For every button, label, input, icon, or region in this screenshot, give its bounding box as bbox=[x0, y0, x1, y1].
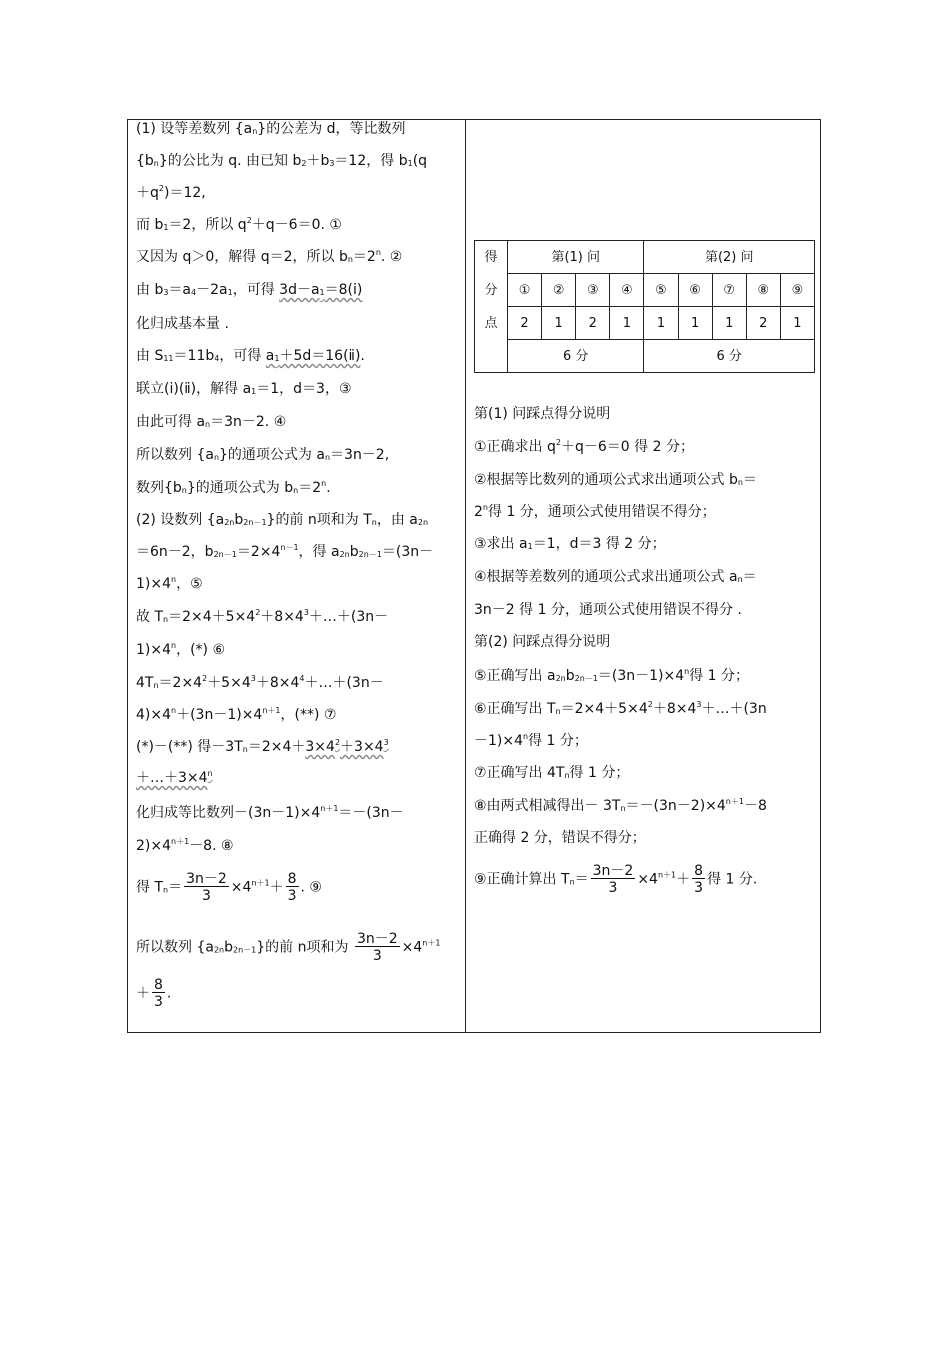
subscript: n bbox=[620, 804, 626, 813]
fraction bbox=[152, 978, 165, 1009]
point-cell: ① bbox=[508, 274, 542, 307]
subscript: n bbox=[153, 681, 159, 690]
text-segment: 4)×4 bbox=[136, 707, 172, 723]
score-cell: 2 bbox=[746, 307, 780, 340]
subscript: 2n bbox=[224, 518, 235, 527]
text-segment: ＝3n－2, bbox=[330, 447, 390, 463]
subscript: 3 bbox=[329, 159, 335, 168]
fraction bbox=[692, 864, 705, 895]
score-cell: 1 bbox=[542, 307, 576, 340]
text-segment: ＝12，得 b bbox=[334, 153, 408, 169]
right-line bbox=[474, 537, 666, 551]
subscript: 1 bbox=[227, 288, 233, 297]
text-segment: －2a bbox=[196, 282, 228, 298]
text-segment: }的通项公式为 b bbox=[186, 480, 294, 496]
text-segment: ＝3n－2. ④ bbox=[210, 414, 287, 430]
text-segment: ＋8×4 bbox=[260, 609, 304, 625]
text-segment: ＝11b bbox=[173, 348, 215, 364]
superscript: n＋1 bbox=[251, 878, 270, 888]
fraction-denominator: 3 bbox=[372, 948, 382, 964]
superscript: n bbox=[321, 479, 327, 488]
text-segment: ＋8×4 bbox=[652, 701, 697, 717]
text-segment: 化归成等比数列－(3n－1)×4 bbox=[136, 805, 321, 821]
point-cell: ⑨ bbox=[780, 274, 814, 307]
text-segment: ②根据等比数列的通项公式求出通项公式 b bbox=[474, 472, 738, 488]
underlined-text: a bbox=[265, 348, 275, 364]
fraction bbox=[591, 864, 636, 895]
right-line bbox=[474, 570, 757, 584]
text-segment: }的通项公式为 a bbox=[219, 447, 325, 463]
superscript: 3 bbox=[250, 674, 256, 683]
text-segment: 又因为 q＞0，解得 q＝2，所以 b bbox=[136, 249, 348, 265]
text-segment: －8 bbox=[743, 798, 767, 814]
subscript: 2n bbox=[555, 674, 566, 683]
subscript: 2n－1 bbox=[358, 550, 382, 559]
text-segment: 所以数列 {a bbox=[136, 447, 214, 463]
right-line bbox=[474, 473, 757, 487]
text-segment: 1)×4 bbox=[136, 642, 172, 658]
part2-total: 6 分 bbox=[644, 340, 815, 373]
point-cell: ② bbox=[542, 274, 576, 307]
subscript: n bbox=[737, 478, 743, 487]
right-line bbox=[474, 799, 767, 813]
fraction-numerator: 8 bbox=[694, 863, 704, 879]
left-line bbox=[136, 577, 203, 591]
score-table-side-char: 分 bbox=[475, 274, 508, 307]
text-segment: . bbox=[166, 985, 172, 1002]
superscript: n bbox=[482, 503, 488, 512]
text-segment: . ⑨ bbox=[300, 879, 322, 896]
text-segment: ＋…＋(3n－ bbox=[308, 609, 389, 625]
text-segment: ＋q bbox=[136, 185, 159, 201]
left-line bbox=[136, 122, 406, 136]
text-segment: b bbox=[565, 668, 575, 684]
text-segment: 得 1 分，通项公式使用错误不得分； bbox=[488, 504, 716, 520]
right-line bbox=[474, 505, 716, 519]
left-line bbox=[136, 643, 225, 657]
part2-header: 第(2) 问 bbox=[644, 241, 815, 274]
text-segment: ，可得 bbox=[232, 282, 280, 298]
superscript: 2 bbox=[555, 438, 561, 447]
text-segment: ＝a bbox=[168, 282, 192, 298]
text-segment: ＋q－6＝0. ① bbox=[251, 217, 342, 233]
text-segment: }的前 n项和为 bbox=[256, 939, 353, 956]
left-line bbox=[136, 513, 428, 527]
superscript: 4 bbox=[299, 674, 305, 683]
left-line bbox=[136, 676, 384, 690]
left-line bbox=[136, 708, 336, 722]
superscript: n bbox=[684, 667, 690, 676]
subscript: 2n bbox=[213, 945, 225, 955]
superscript: 3 bbox=[303, 608, 309, 617]
left-line bbox=[136, 839, 234, 853]
subscript: 4 bbox=[214, 354, 220, 363]
text-segment: 联立(ⅰ)(ⅱ)，解得 a bbox=[136, 381, 252, 397]
left-line bbox=[136, 872, 322, 903]
subscript: n bbox=[153, 159, 159, 168]
score-table bbox=[474, 240, 815, 373]
subscript: n bbox=[737, 575, 743, 584]
text-segment: ，可得 bbox=[219, 348, 266, 364]
text-segment: ，(*) ⑥ bbox=[176, 642, 226, 658]
text-segment: ＋…＋(3n－ bbox=[304, 675, 384, 691]
text-segment: }的公比为 q. 由已知 b bbox=[158, 153, 302, 169]
left-line bbox=[136, 448, 389, 462]
text-segment: ＝2×4＋5×4 bbox=[168, 609, 256, 625]
text-segment: }的公差为 d，等比数列 bbox=[257, 121, 406, 137]
text-segment: 由 b bbox=[136, 282, 164, 298]
underlined-text: ＋5d＝16(ⅱ) bbox=[279, 348, 361, 364]
part1-header: 第(1) 问 bbox=[508, 241, 644, 274]
text-segment: 1)×4 bbox=[136, 576, 172, 592]
subscript: n bbox=[252, 127, 258, 136]
superscript: n＋1 bbox=[657, 870, 677, 880]
point-cell: ⑤ bbox=[644, 274, 678, 307]
right-line bbox=[474, 734, 588, 748]
text-segment: ＋8×4 bbox=[255, 675, 300, 691]
text-segment: ＝2×4 bbox=[236, 544, 281, 560]
text-segment: (1) 设等差数列 {a bbox=[136, 121, 253, 137]
subscript: n bbox=[371, 518, 377, 527]
subscript: n bbox=[242, 745, 248, 754]
superscript: n＋1 bbox=[422, 938, 441, 948]
subscript: n bbox=[181, 486, 187, 495]
text-segment: ＝6n－2，b bbox=[136, 544, 214, 560]
subscript: n bbox=[569, 877, 575, 887]
text-segment: ⑥正确写出 T bbox=[474, 701, 556, 717]
right-line bbox=[474, 831, 646, 845]
text-segment: ③求出 a bbox=[474, 536, 528, 552]
text-segment: ①正确求出 q bbox=[474, 439, 556, 455]
text-segment: 数列{b bbox=[136, 480, 182, 496]
text-segment: . ② bbox=[380, 249, 403, 265]
text-segment: (q bbox=[412, 153, 428, 169]
subscript: 2n－1 bbox=[233, 945, 257, 955]
superscript: 2 bbox=[202, 674, 208, 683]
fraction bbox=[286, 872, 299, 903]
text-segment: ＋b bbox=[306, 153, 330, 169]
text-segment: b bbox=[234, 512, 244, 528]
right-line bbox=[474, 702, 767, 716]
text-segment: ，由 a bbox=[376, 512, 418, 528]
text-segment: ＋5×4 bbox=[207, 675, 251, 691]
text-segment: )＝12, bbox=[163, 185, 206, 201]
text-segment: ＋…＋(3n bbox=[701, 701, 767, 717]
text-segment: ＝2，所以 q bbox=[168, 217, 247, 233]
text-segment: 2)×4 bbox=[136, 838, 172, 854]
text-segment: 化归成基本量 . bbox=[136, 316, 229, 332]
underlined-superscript: 2 bbox=[334, 738, 341, 747]
superscript: n bbox=[171, 641, 177, 650]
point-cell: ⑥ bbox=[678, 274, 712, 307]
subscript: n bbox=[293, 486, 299, 495]
subscript: n bbox=[213, 453, 220, 462]
text-segment: 得 1 分； bbox=[689, 668, 750, 684]
text-segment: ＋ bbox=[676, 871, 691, 888]
solution-table bbox=[127, 119, 821, 1033]
text-segment: ＝2 bbox=[298, 480, 322, 496]
underlined-text: 3d－a bbox=[279, 282, 320, 298]
subscript: 3 bbox=[163, 288, 169, 297]
subscript: n bbox=[555, 707, 561, 716]
text-segment: . bbox=[360, 348, 365, 364]
superscript: n＋1 bbox=[725, 797, 744, 806]
subscript: 2n－1 bbox=[574, 674, 598, 683]
superscript: n bbox=[171, 706, 177, 715]
text-segment: ＝ bbox=[168, 879, 183, 896]
text-segment: ⑨正确计算出 T bbox=[474, 871, 570, 888]
left-line bbox=[136, 154, 427, 168]
subscript: n bbox=[347, 255, 353, 264]
subscript: 4 bbox=[191, 288, 197, 297]
text-segment: ④根据等差数列的通项公式求出通项公式 a bbox=[474, 569, 738, 585]
point-cell: ⑧ bbox=[746, 274, 780, 307]
underlined-text: ＝8(ⅰ) bbox=[324, 282, 363, 298]
text-segment: ＋ bbox=[269, 879, 284, 896]
text-segment: ＝2×4＋ bbox=[247, 739, 306, 755]
point-cell: ⑦ bbox=[712, 274, 746, 307]
text-segment: ⑤正确写出 a bbox=[474, 668, 556, 684]
fraction-denominator: 3 bbox=[201, 888, 211, 904]
fraction-denominator: 3 bbox=[694, 880, 704, 896]
left-line bbox=[136, 481, 331, 495]
fraction-numerator: 8 bbox=[287, 871, 297, 887]
right-line bbox=[474, 407, 610, 421]
score-table-side-blank bbox=[475, 340, 508, 373]
text-segment: 故 T bbox=[136, 609, 164, 625]
subscript: 2n bbox=[339, 550, 350, 559]
underlined-superscript: n bbox=[207, 769, 213, 778]
text-segment: ＝2×4 bbox=[158, 675, 203, 691]
superscript: n＋1 bbox=[262, 706, 281, 715]
left-line bbox=[136, 610, 388, 624]
column-divider bbox=[465, 120, 466, 1032]
text-segment: 所以数列 {a bbox=[136, 939, 214, 956]
superscript: n＋1 bbox=[171, 837, 190, 846]
text-segment: . bbox=[326, 480, 331, 496]
text-segment: ＝2×4＋5×4 bbox=[560, 701, 648, 717]
text-segment: }的前 n项和为 T bbox=[266, 512, 372, 528]
left-line bbox=[136, 545, 433, 559]
text-segment: ＝ bbox=[574, 871, 589, 888]
superscript: 2 bbox=[647, 700, 653, 709]
fraction-numerator: 3n－2 bbox=[356, 931, 398, 947]
left-line bbox=[136, 932, 440, 963]
superscript: 3 bbox=[696, 700, 702, 709]
text-segment: ＝ bbox=[742, 472, 757, 488]
text-segment: 得 1 分； bbox=[528, 733, 588, 749]
text-segment: {b bbox=[136, 153, 154, 169]
left-line bbox=[136, 317, 229, 331]
superscript: n＋1 bbox=[320, 804, 339, 813]
left-line bbox=[136, 283, 362, 297]
underlined-subscript: 1 bbox=[319, 288, 325, 297]
subscript: n bbox=[324, 453, 331, 462]
text-segment: 2 bbox=[474, 504, 483, 520]
text-segment: ⑦正确写出 4T bbox=[474, 765, 565, 781]
underlined-text: ＋3×4 bbox=[340, 739, 384, 755]
subscript: 1 bbox=[527, 542, 533, 551]
superscript: 2 bbox=[246, 216, 252, 225]
text-segment: ×4 bbox=[401, 939, 423, 956]
fraction-denominator: 3 bbox=[287, 888, 297, 904]
text-segment: －1)×4 bbox=[474, 733, 524, 749]
text-segment: ＋q－6＝0 得 2 分； bbox=[560, 439, 694, 455]
fraction bbox=[184, 872, 229, 903]
text-segment: (2) 设数列 {a bbox=[136, 512, 225, 528]
superscript: n－1 bbox=[280, 543, 299, 552]
score-table-side-char: 得 bbox=[475, 241, 508, 274]
left-line bbox=[136, 186, 206, 200]
left-line bbox=[136, 771, 213, 785]
text-segment: 得 1 分. bbox=[707, 871, 758, 888]
right-line bbox=[474, 635, 610, 649]
underlined-text: ＋…＋3×4 bbox=[136, 770, 208, 786]
score-table-side-char: 点 bbox=[475, 307, 508, 340]
text-segment: 由 S bbox=[136, 348, 164, 364]
fraction-numerator: 3n－2 bbox=[186, 871, 227, 887]
right-line bbox=[474, 440, 694, 454]
fraction-numerator: 3n－2 bbox=[592, 863, 634, 879]
text-segment: b bbox=[349, 544, 359, 560]
left-line bbox=[136, 740, 389, 754]
text-segment: 3n－2 得 1 分，通项公式使用错误不得分 . bbox=[474, 602, 742, 618]
text-segment: 得 1 分； bbox=[569, 765, 630, 781]
text-segment: －8. ⑧ bbox=[189, 838, 234, 854]
underlined-superscript: 3 bbox=[383, 738, 389, 747]
left-line bbox=[136, 978, 171, 1009]
score-cell: 2 bbox=[576, 307, 610, 340]
text-segment: ＝ bbox=[742, 569, 757, 585]
text-segment: ，⑤ bbox=[176, 576, 203, 592]
underlined-text: 3×4 bbox=[305, 739, 335, 755]
text-segment: ＝(3n－1)×4 bbox=[597, 668, 685, 684]
underlined-subscript: 1 bbox=[274, 354, 280, 363]
subscript: n bbox=[163, 885, 169, 895]
text-segment: 第(2) 问踩点得分说明 bbox=[474, 634, 611, 650]
text-segment: ＝－(3n－ bbox=[338, 805, 404, 821]
score-cell: 1 bbox=[780, 307, 814, 340]
text-segment: 第(1) 问踩点得分说明 bbox=[474, 406, 611, 422]
subscript: n bbox=[163, 615, 169, 624]
text-segment: ＝1，d＝3 得 2 分； bbox=[532, 536, 666, 552]
fraction bbox=[355, 932, 400, 963]
subscript: 2n－1 bbox=[213, 550, 237, 559]
left-line bbox=[136, 349, 365, 363]
left-line bbox=[136, 218, 342, 232]
left-line bbox=[136, 806, 404, 820]
fraction-numerator: 8 bbox=[154, 977, 163, 993]
point-cell: ④ bbox=[610, 274, 644, 307]
fraction-denominator: 3 bbox=[608, 880, 618, 896]
text-segment: 由此可得 a bbox=[136, 414, 206, 430]
text-segment: ×4 bbox=[637, 871, 658, 888]
subscript: n bbox=[564, 771, 570, 780]
right-line bbox=[474, 766, 629, 780]
left-line bbox=[136, 382, 352, 396]
right-line bbox=[474, 864, 757, 895]
text-segment: ＝2 bbox=[352, 249, 376, 265]
part1-total: 6 分 bbox=[508, 340, 644, 373]
text-segment: ＝－(3n－2)×4 bbox=[625, 798, 726, 814]
text-segment: b bbox=[224, 939, 233, 956]
score-cell: 1 bbox=[712, 307, 746, 340]
superscript: 2 bbox=[255, 608, 261, 617]
right-line bbox=[474, 603, 742, 617]
subscript: 2n－1 bbox=[243, 518, 267, 527]
text-segment: 正确得 2 分，错误不得分； bbox=[474, 830, 646, 846]
superscript: n bbox=[523, 732, 529, 741]
subscript: 11 bbox=[163, 354, 174, 363]
subscript: 2n bbox=[417, 518, 429, 527]
text-segment: ＝1，d＝3，③ bbox=[256, 381, 352, 397]
score-cell: 1 bbox=[678, 307, 712, 340]
point-cell: ③ bbox=[576, 274, 610, 307]
subscript: 1 bbox=[163, 223, 169, 232]
text-segment: ＋(3n－1)×4 bbox=[176, 707, 263, 723]
text-segment: (*)－(**) 得－3T bbox=[136, 739, 243, 755]
text-segment: ，得 a bbox=[298, 544, 340, 560]
text-segment: ×4 bbox=[230, 879, 252, 896]
superscript: 2 bbox=[158, 184, 164, 193]
subscript: 1 bbox=[251, 387, 257, 396]
score-cell: 1 bbox=[610, 307, 644, 340]
subscript: 2 bbox=[301, 159, 307, 168]
text-segment: ＝(3n－ bbox=[381, 544, 434, 560]
text-segment: 4T bbox=[136, 675, 154, 691]
fraction-denominator: 3 bbox=[154, 994, 163, 1010]
superscript: n bbox=[171, 575, 177, 584]
left-line bbox=[136, 415, 286, 429]
text-segment: ，(**) ⑦ bbox=[280, 707, 337, 723]
score-cell: 1 bbox=[644, 307, 678, 340]
subscript: n bbox=[205, 420, 211, 429]
text-segment: ＋ bbox=[136, 985, 150, 1002]
right-line bbox=[474, 669, 749, 683]
score-cell: 2 bbox=[508, 307, 542, 340]
superscript: n bbox=[375, 248, 381, 257]
subscript: 1 bbox=[407, 159, 413, 168]
text-segment: ⑧由两式相减得出－ 3T bbox=[474, 798, 621, 814]
text-segment: 得 T bbox=[136, 879, 164, 896]
text-segment: 而 b bbox=[136, 217, 164, 233]
left-line bbox=[136, 250, 402, 264]
